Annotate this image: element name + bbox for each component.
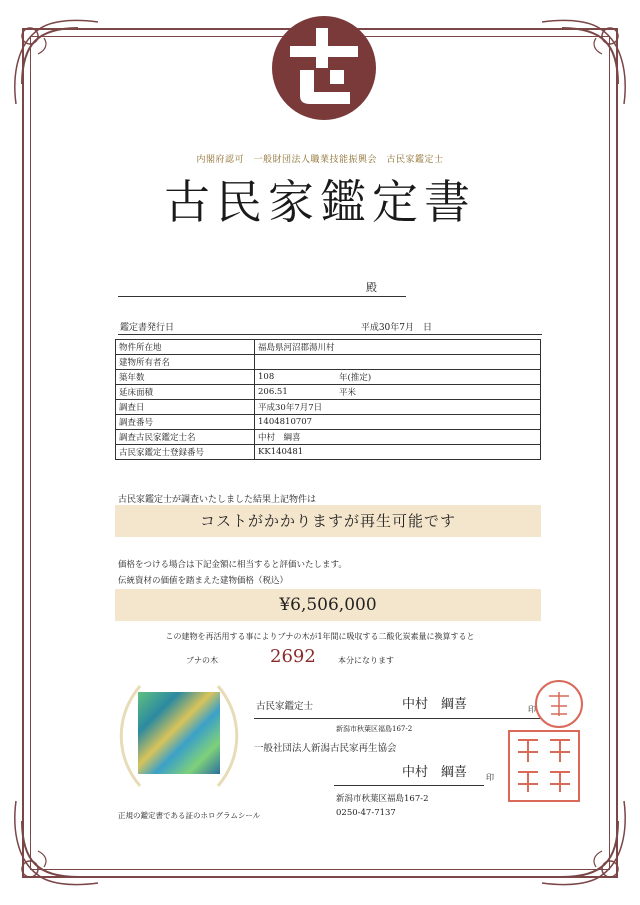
table-row	[116, 400, 541, 415]
appraiser-role: 古民家鑑定士	[256, 701, 314, 712]
row-value-with-unit	[255, 370, 541, 385]
organization-rep-name: 中村 綱喜	[402, 765, 468, 780]
issue-date-label: 鑑定書発行日	[120, 323, 175, 333]
table-row	[116, 340, 541, 355]
corner-ornament-top-right	[536, 14, 632, 110]
table-row	[116, 415, 541, 430]
corner-ornament-bottom-right	[536, 795, 632, 891]
recipient-name-line	[118, 296, 406, 297]
organization-address: 新潟市秋葉区福島167-2	[336, 794, 429, 804]
row-key: 物件所在地	[116, 340, 255, 355]
appraiser-signature-line	[254, 718, 540, 719]
row-value: 中村 綱喜	[255, 430, 541, 445]
price-note: 価格をつける場合は下記金額に相当すると評価いたします。	[118, 560, 347, 570]
appraiser-seal-mark: 印	[528, 705, 536, 714]
row-value-with-unit	[255, 385, 541, 400]
round-seal-stamp	[535, 680, 583, 728]
table-row	[116, 385, 541, 400]
row-value: 1404810707	[255, 415, 541, 430]
co2-note: この建物を再活用する事によりブナの木が1年間に吸収する二酸化炭素量に換算すると	[165, 632, 475, 641]
certificate-title: 古民家鑑定書	[164, 175, 476, 229]
organization-signature-line	[334, 785, 484, 786]
corner-ornament-bottom-left	[8, 795, 104, 891]
issue-date-row	[118, 318, 542, 335]
row-key: 築年数	[116, 370, 255, 385]
price-label: 伝統資材の価値を踏まえた建物価格（税込）	[118, 576, 289, 586]
row-key: 延床面積	[116, 385, 255, 400]
row-value: KK140481	[255, 445, 541, 460]
building-price: ¥6,506,000	[115, 589, 541, 621]
row-key: 調査日	[116, 400, 255, 415]
assessment-intro: 古民家鑑定士が調査いたしました結果上記物件は	[118, 495, 317, 505]
round-seal-icon	[537, 682, 581, 726]
organization-name: 一般社団法人新潟古民家再生協会	[254, 743, 397, 754]
row-key: 古民家鑑定士登録番号	[116, 445, 255, 460]
row-value: 福島県河沼郡湯川村	[255, 340, 541, 355]
floor-area-unit: 平米	[339, 388, 357, 398]
buna-label: ブナの木	[186, 656, 218, 665]
appraiser-address: 新潟市秋葉区福島167-2	[336, 725, 413, 733]
issuer-subtitle: 内閣府認可 一般財団法人職業技能振興会 古民家鑑定士	[196, 155, 444, 165]
hologram-seal	[138, 692, 220, 774]
organization-seal-mark: 印	[486, 773, 494, 782]
issue-date-value: 平成30年7月 日	[360, 323, 432, 333]
floor-area-value: 206.51	[258, 387, 288, 397]
building-age-unit: 年(推定)	[339, 373, 372, 383]
assessment-result: コストがかかりますが再生可能です	[115, 505, 541, 537]
table-row	[116, 445, 541, 460]
square-seal-icon	[510, 732, 578, 800]
row-key: 調査古民家鑑定士名	[116, 430, 255, 445]
recipient-honorific: 殿	[366, 281, 377, 294]
corner-ornament-top-left	[8, 14, 104, 110]
row-value: 平成30年7月7日	[255, 400, 541, 415]
appraiser-name: 中村 綱喜	[402, 697, 468, 712]
buna-unit: 本分になります	[338, 656, 394, 665]
buna-count: 2692	[270, 646, 316, 667]
kominka-logo	[270, 14, 378, 122]
row-value	[255, 355, 541, 370]
building-age-value: 108	[258, 372, 275, 382]
organization-phone: 0250-47-7137	[336, 808, 396, 818]
property-info-table	[115, 339, 541, 460]
square-seal-stamp	[508, 730, 580, 802]
table-row	[116, 355, 541, 370]
table-row	[116, 430, 541, 445]
hologram-caption: 正規の鑑定書である証のホログラムシール	[118, 811, 261, 820]
row-key: 調査番号	[116, 415, 255, 430]
row-key: 建物所有者名	[116, 355, 255, 370]
table-row	[116, 370, 541, 385]
